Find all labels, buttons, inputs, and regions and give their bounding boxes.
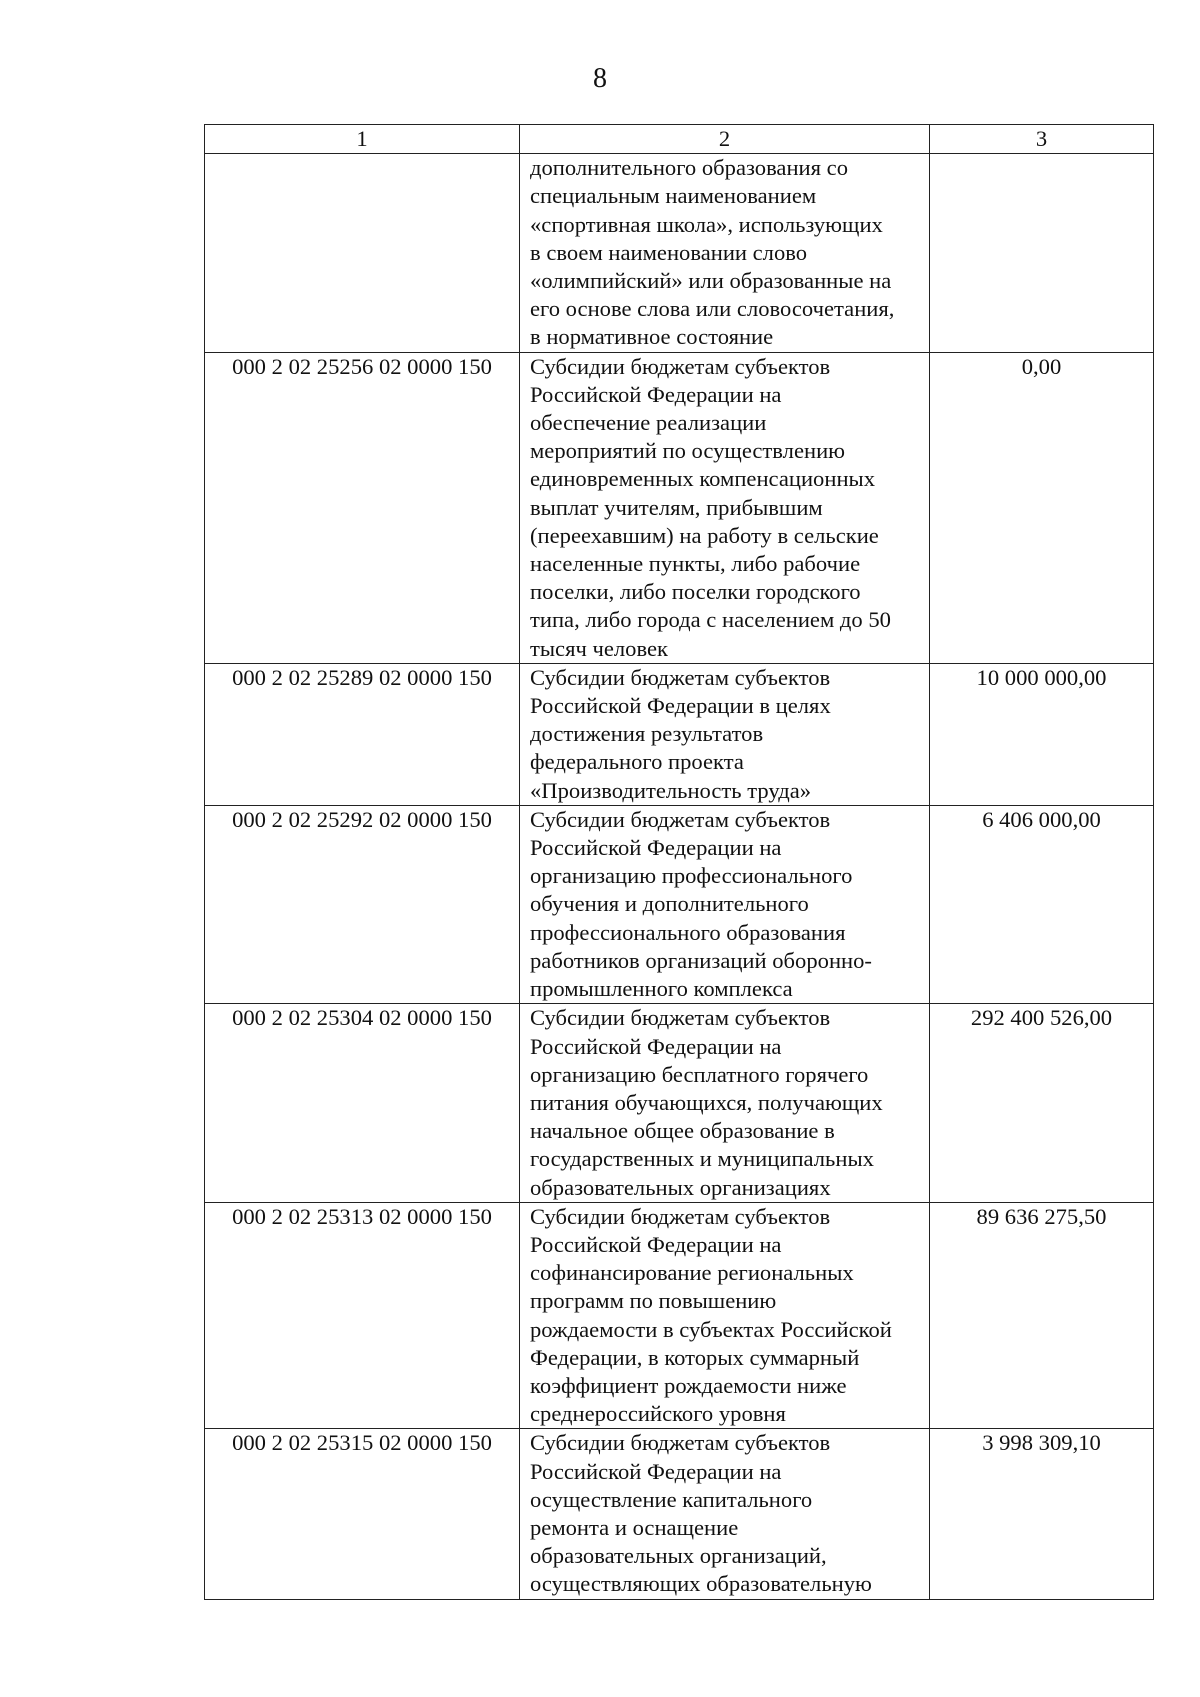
description-cell: Субсидии бюджетам субъектов Российской Федерации в целях достижения результатов федерального проекта «Производительность труда»: [520, 663, 930, 805]
description-cell: Субсидии бюджетам субъектов Российской Федерации на софинансирование региональных программ по повышению рождаемости в субъектах Российской Федерации, в которых суммарный коэффициент рождаемости ниже среднероссийского уровня: [520, 1202, 930, 1429]
budget-table: [204, 124, 1154, 1600]
description-cell: Субсидии бюджетам субъектов Российской Федерации на организацию профессионального обучения и дополнительного профессионального образования работников организаций оборонно- промышленного комплекса: [520, 805, 930, 1003]
description-cell: дополнительного образования со специальным наименованием «спортивная школа», использующих в своем наименовании слово «олимпийский» или образованные на его основе слова или словосочетания, в нормативное состояние: [520, 154, 930, 352]
description-cell: Субсидии бюджетам субъектов Российской Федерации на осуществление капитального ремонта и оснащение образовательных организаций, осуществляющих образовательную: [520, 1429, 930, 1599]
table-row: [205, 805, 1154, 1003]
amount-cell: 0,00: [930, 352, 1154, 663]
description-cell: Субсидии бюджетам субъектов Российской Федерации на обеспечение реализации мероприятий по осуществлению единовременных компенсационных выплат учителям, прибывшим (переехавшим) на работу в сельские населенные пункты, либо рабочие поселки, либо поселки городского типа, либо города с населением до 50 тысяч человек: [520, 352, 930, 663]
amount-cell: 6 406 000,00: [930, 805, 1154, 1003]
amount-cell: [930, 154, 1154, 352]
description-cell: Субсидии бюджетам субъектов Российской Федерации на организацию бесплатного горячего питания обучающихся, получающих начальное общее образование в государственных и муниципальных образовательных организациях: [520, 1004, 930, 1202]
budget-code-cell: 000 2 02 25256 02 0000 150: [205, 352, 520, 663]
budget-code-cell: [205, 154, 520, 352]
amount-cell: 10 000 000,00: [930, 663, 1154, 805]
header-row: [205, 125, 1154, 154]
budget-code-cell: 000 2 02 25304 02 0000 150: [205, 1004, 520, 1202]
column-header-1: 1: [205, 125, 520, 154]
budget-code-cell: 000 2 02 25315 02 0000 150: [205, 1429, 520, 1599]
table-row: [205, 1004, 1154, 1202]
amount-cell: 89 636 275,50: [930, 1202, 1154, 1429]
page-number: 8: [593, 63, 607, 94]
table-row: [205, 154, 1154, 352]
column-header-3: 3: [930, 125, 1154, 154]
table-row: [205, 352, 1154, 663]
amount-cell: 3 998 309,10: [930, 1429, 1154, 1599]
budget-code-cell: 000 2 02 25313 02 0000 150: [205, 1202, 520, 1429]
table-row: [205, 1429, 1154, 1599]
budget-code-cell: 000 2 02 25292 02 0000 150: [205, 805, 520, 1003]
budget-code-cell: 000 2 02 25289 02 0000 150: [205, 663, 520, 805]
table-row: [205, 663, 1154, 805]
table-row: [205, 1202, 1154, 1429]
amount-cell: 292 400 526,00: [930, 1004, 1154, 1202]
column-header-2: 2: [520, 125, 930, 154]
